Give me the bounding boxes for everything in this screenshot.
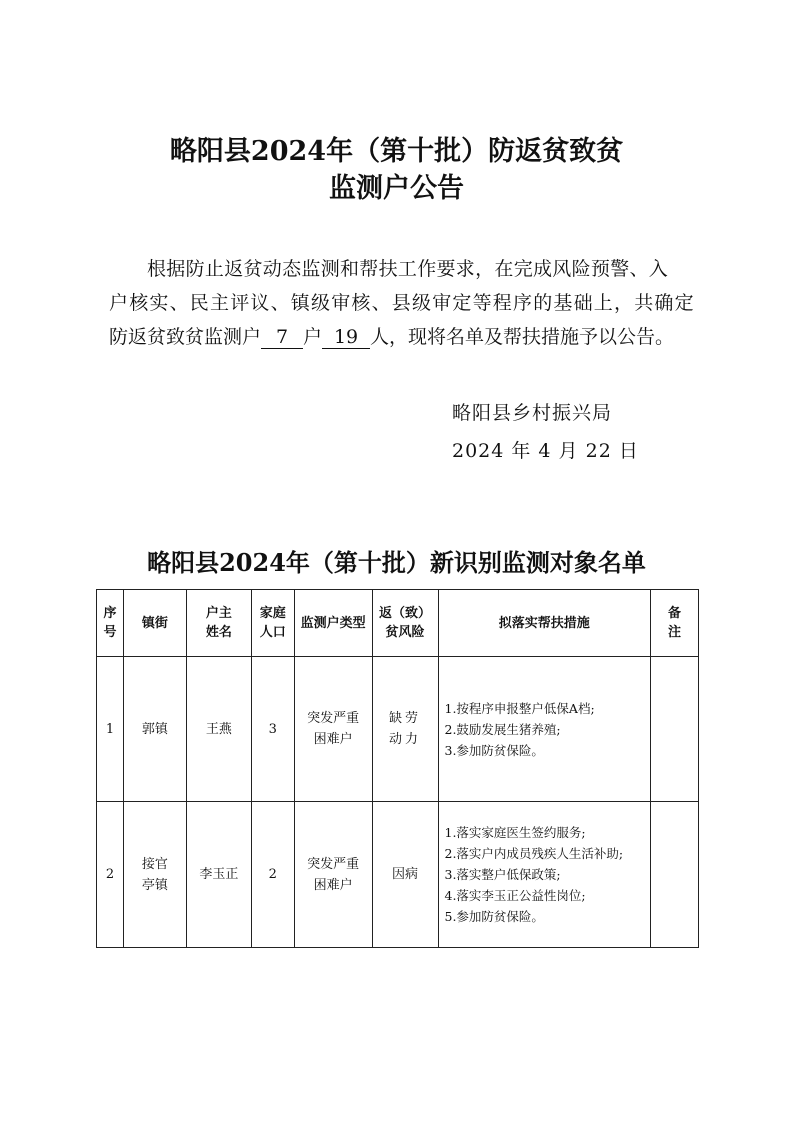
- measure-item: 1.落实家庭医生签约服务;: [444, 825, 586, 840]
- measure-item: 5.参加防贫保险。: [444, 909, 544, 924]
- cell-no: 1: [97, 657, 124, 802]
- cell-household-type: 突发严重困难户: [294, 802, 372, 948]
- announcement-paragraph: [109, 252, 699, 354]
- paragraph-text: 防返贫致贫监测户: [109, 326, 262, 348]
- table-row: [97, 657, 699, 802]
- cell-householder: 李玉正: [186, 802, 251, 948]
- measure-item: 3.落实整户低保政策;: [444, 867, 561, 882]
- header-town: 镇街: [123, 590, 186, 657]
- table-title: 略阳县2024年（第十批）新识别监测对象名单: [147, 548, 646, 577]
- household-count: 7: [261, 326, 303, 349]
- measure-item: 2.落实户内成员残疾人生活补助;: [444, 846, 624, 861]
- paragraph-line-3: [109, 320, 699, 354]
- announcement-title-line2: 监测户公告: [329, 173, 464, 204]
- measure-item: 3.参加防贫保险。: [444, 742, 544, 758]
- cell-measures: [438, 657, 651, 802]
- cell-town: 接官亭镇: [123, 802, 186, 948]
- table-header-row: [97, 590, 699, 657]
- paragraph-line-2: 户核实、民主评议、镇级审核、县级审定等程序的基础上，共确定: [109, 292, 695, 314]
- header-risk: 返（致） 贫风险: [372, 590, 438, 657]
- cell-no: 2: [97, 802, 124, 948]
- header-no: 序 号: [97, 590, 124, 657]
- cell-risk: 缺劳动力: [372, 657, 438, 802]
- paragraph-text: 户: [303, 326, 323, 348]
- cell-family-size: 3: [251, 657, 294, 802]
- header-householder: 户主 姓名: [186, 590, 251, 657]
- cell-note: [651, 802, 699, 948]
- header-measures: 拟落实帮扶措施: [438, 590, 651, 657]
- issuing-organization: 略阳县乡村振兴局: [452, 402, 613, 424]
- cell-family-size: 2: [251, 802, 294, 948]
- paragraph-line-1: 根据防止返贫动态监测和帮扶工作要求，在完成风险预警、入: [147, 258, 669, 280]
- table-row: [97, 802, 699, 948]
- cell-note: [651, 657, 699, 802]
- cell-householder: 王燕: [186, 657, 251, 802]
- paragraph-text: 人，现将名单及帮扶措施予以公告。: [370, 326, 675, 348]
- cell-town: 郭镇: [123, 657, 186, 802]
- announcement-title-line1: 略阳县2024年（第十批）防返贫致贫: [169, 136, 624, 167]
- issue-date: 2024 年 4 月 22 日: [452, 440, 639, 462]
- header-family-size: 家庭 人口: [251, 590, 294, 657]
- cell-household-type: 突发严重困难户: [294, 657, 372, 802]
- header-household-type: 监测户类型: [294, 590, 372, 657]
- measure-item: 4.落实李玉正公益性岗位;: [444, 888, 586, 903]
- header-note: 备 注: [651, 590, 699, 657]
- person-count: 19: [322, 326, 370, 349]
- monitoring-list-table: [96, 589, 699, 948]
- cell-risk: 因病: [372, 802, 438, 948]
- measure-item: 1.按程序申报整户低保A档;: [444, 700, 595, 716]
- cell-measures: [438, 802, 651, 948]
- measure-item: 2.鼓励发展生猪养殖;: [444, 721, 561, 737]
